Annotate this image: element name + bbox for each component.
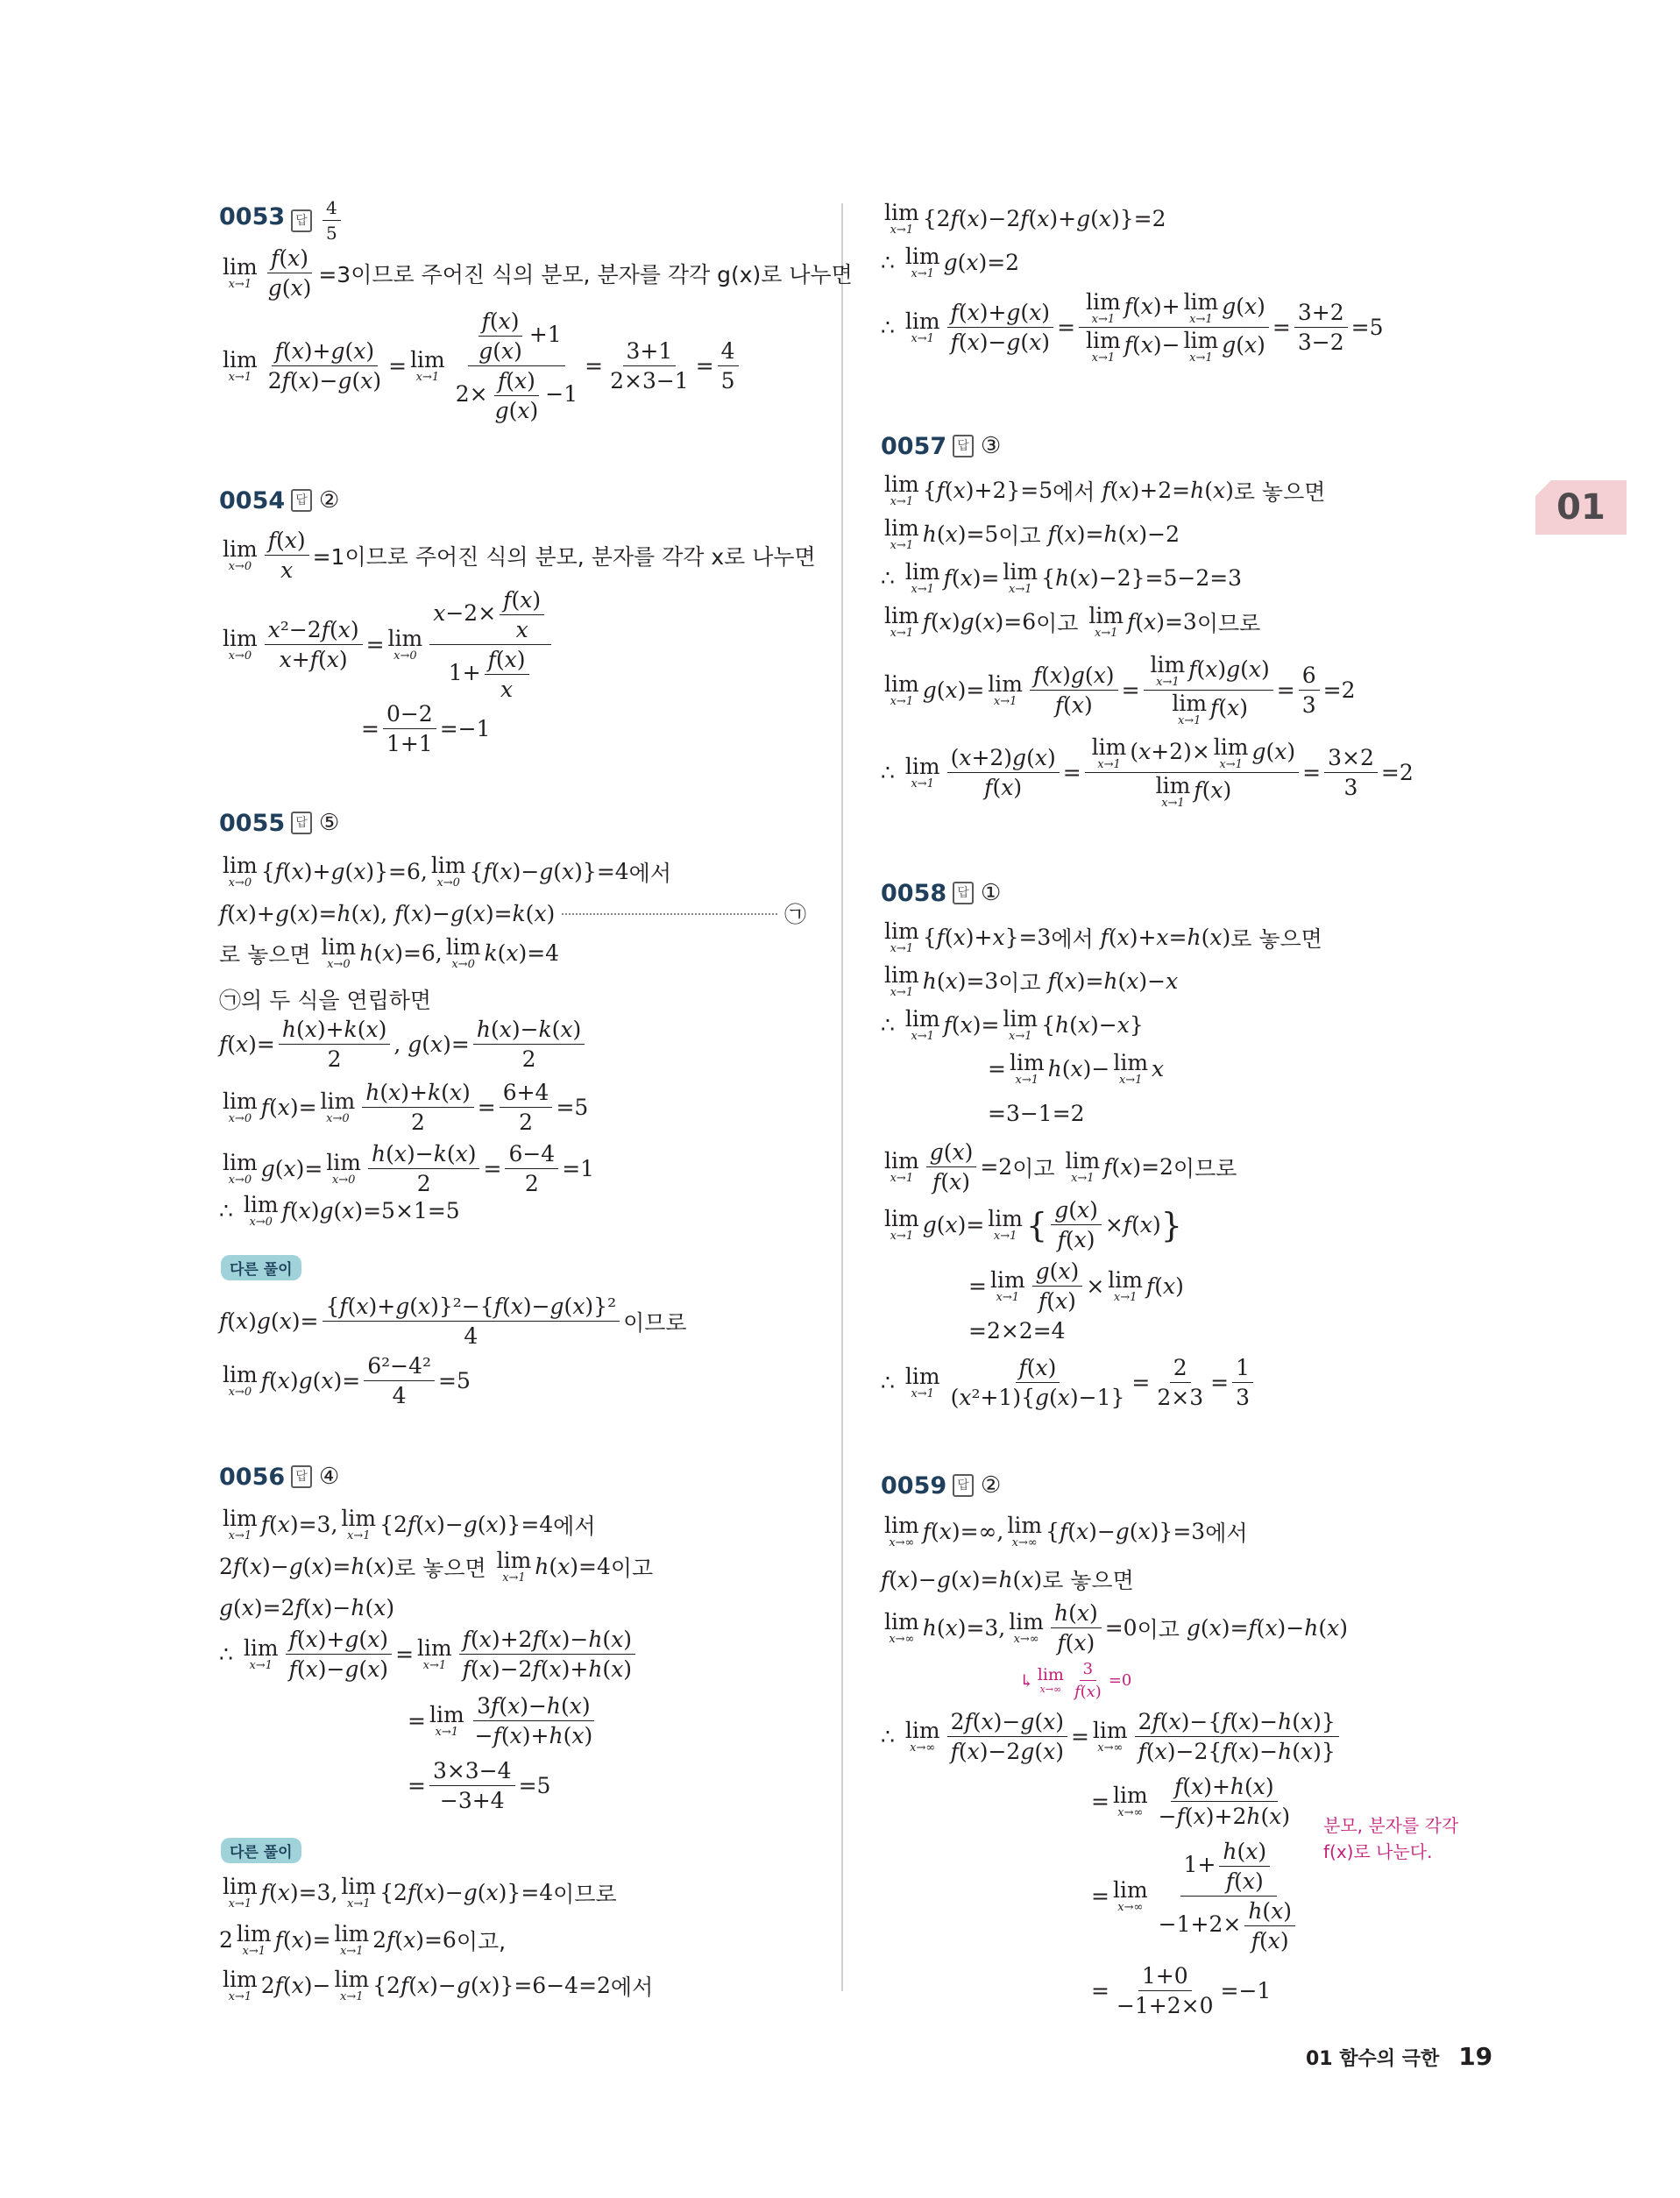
- solution-line-0058-5: =3−1=2: [988, 1101, 1085, 1126]
- alternative-solution-badge: 다른 풀이: [221, 1838, 301, 1863]
- solution-line-0056-6: = $\frac{3\times 3-4}{-3+4}$ =5: [408, 1758, 551, 1813]
- answer-0057: 답 ③: [953, 433, 1001, 459]
- answer-0058: 답 ①: [953, 880, 1001, 906]
- answer-mark-icon: 답: [291, 812, 312, 834]
- solution-line-0054-1: lim x→0 $\frac{f(x)}{x}$ =1이므로 주어진 식의 분모, 분자를 각각 x로 나누면: [223, 528, 816, 583]
- arrow-icon: ↳: [1019, 1670, 1034, 1691]
- answer-0056: 답 ④: [291, 1464, 339, 1490]
- solution-line-0056-2: 2 f ( x )− g ( x )= h ( x ) 로 놓으면 lim x→1 h ( x )=4 이고: [219, 1548, 654, 1585]
- solution-line-0058-9: =2×2=4: [968, 1318, 1066, 1344]
- column-divider: [841, 203, 843, 1991]
- solution-line-0054-3: = $\frac{0-2}{1+1}$ =−1: [361, 701, 491, 756]
- chapter-tab-corner: [1535, 480, 1551, 496]
- solution-line-0059-3: lim x→∞ h ( x )=3, lim x→∞ $\frac{h(x)}{f(x)}$ =0 이고 g ( x )= f ( x )− h ( x ): [884, 1600, 1348, 1656]
- side-note: 분모, 분자를 각각 f(x)로 나눈다.: [1323, 1815, 1459, 1862]
- solution-line-0055-2: f ( x )+ g ( x )= h ( x ), f ( x )− g ( x )= k ( x ) ㉠: [219, 900, 806, 927]
- solution-line-0057-2: lim x→1 h ( x )=5 이고 f ( x )= h ( x )−2: [884, 515, 1180, 552]
- solution-line-0057-5: lim x→1 g ( x )= lim x→1 $\frac{f(x)g(x)}{f(x)}$ = lim x→1 f(x)g(x) lim x→1 f(x) = $\frac{6}{3}$ =2: [884, 652, 1356, 727]
- problem-number-0053: 0053: [219, 203, 286, 230]
- solution-line-0055-4: ㉠의 두 식을 연립하면: [219, 988, 432, 1013]
- solution-line-0059-1: lim x→∞ f ( x )=∞, lim x→∞ { f ( x )− g ( x )}=3 에서: [884, 1513, 1248, 1549]
- solution-line-0055-8: ∴ lim x→0 f ( x ) g ( x )=5×1=5: [219, 1192, 460, 1229]
- solution-line-0054-2: lim x→0 $\frac{\text{x²−2f(x)}}{x+f(x)}$ = lim x→0 x−2× $\frac{f(x)}{x}$ 1+ $\frac{f(x)}{x}$: [219, 587, 555, 702]
- solution-line-0056-1: lim x→1 f ( x )=3, lim x→1 {2 f ( x )− g ( x )}=4 에서: [223, 1506, 596, 1542]
- answer-mark-icon: 답: [953, 882, 974, 904]
- solution-line-0055-7: lim x→0 g ( x )= lim x→0 $\frac{h(x)-k(x)}{2}$ = $\frac{6-4}{2}$ =1: [223, 1141, 595, 1196]
- solution-line-0057-1: lim x→1 { f ( x )+2}=5 에서 f ( x )+2= h ( x ) 로 놓으면: [884, 472, 1326, 508]
- solution-line-0053-2: lim x→1 $\frac{f(x)+g(x)}{2f(x)-g(x)}$ = lim x→1 $\frac{f(x)}{g(x)}$ +1 2× $\frac{f(x)}{g(x)}$ −1 = $\frac{3+1}{2\times 3-1}$ = $\frac{4}{5}$: [219, 308, 742, 423]
- answer-mark-icon: 답: [953, 435, 974, 457]
- solution-line-0056-alt1: lim x→1 f ( x )=3, lim x→1 {2 f ( x )− g ( x )}=4 이므로: [223, 1874, 617, 1911]
- answer-mark-icon: 답: [953, 1474, 974, 1497]
- solution-line-0056-alt2: 2 lim x→1 f ( x )= lim x→1 2 f ( x )=6 이고,: [219, 1921, 507, 1958]
- solution-line-0055-1: lim x→0 { f ( x )+ g ( x )}=6, lim x→0 { f ( x )− g ( x )}=4 에서: [223, 853, 671, 890]
- solution-line-0056-5: = lim x→1 $\frac{3f(x)-h(x)}{-f(x)+h(x)}$: [408, 1693, 593, 1748]
- solution-line-0059-5: = lim x→∞ $\frac{f(x)+h(x)}{-f(x)+2h(x)}$: [1091, 1774, 1291, 1829]
- chapter-title: 01 함수의 극한: [1306, 2048, 1440, 2070]
- solution-line-0056-r3: ∴ lim x→1 $\frac{f(x)+g(x)}{f(x)-g(x)}$ = lim x→1 f(x)+ lim x→1 g(x) lim x→1 f(x)− lim x→1 g(x) = $\frac{3+2}{3-2}$ =5: [881, 289, 1384, 365]
- solution-line-0056-r2: ∴ lim x→1 g ( x )=2: [881, 244, 1020, 280]
- answer-0053: [291, 197, 344, 244]
- solution-line-0059-4: ∴ lim x→∞ $\frac{2f(x)-g(x)}{f(x)-2g(x)}$ = lim x→∞ $\frac{2f(x)-\{f(x)-h(x)\}}{f(x)-2\{f(x)-h(x)\}}$: [881, 1709, 1343, 1764]
- solution-line-0058-10: ∴ lim x→1 $\frac{f(x)}{\text{(x²+1)\{g(x)−1\}}}$ = $\frac{2}{2\times 3}$ = $\frac{1}{3}$: [881, 1355, 1257, 1410]
- solution-line-0056-r1: lim x→1 {2 f ( x )−2 f ( x )+ g ( x )}=2: [884, 200, 1166, 237]
- solution-line-0057-4: lim x→1 f ( x ) g ( x )=6 이고 lim x→1 f ( x )=3 이므로: [884, 603, 1261, 640]
- page-footer: [1306, 2042, 1492, 2071]
- answer-mark-icon: 답: [291, 1465, 312, 1488]
- answer-0055: 답 ⑤: [291, 810, 339, 836]
- chapter-tab: 01: [1535, 480, 1627, 535]
- alternative-solution-badge: 다른 풀이: [221, 1255, 301, 1280]
- answer-0059: 답 ②: [953, 1472, 1001, 1499]
- solution-line-0056-3: g ( x )=2 f ( x )− h ( x ): [219, 1595, 395, 1620]
- solution-line-0058-3: ∴ lim x→1 f ( x )= lim x→1 { h ( x )− x }: [881, 1006, 1144, 1043]
- solution-line-0056-4: ∴ lim x→1 $\frac{f(x)+g(x)}{f(x)-g(x)}$ = lim x→1 $\frac{f(x)+2f(x)-h(x)}{f(x)-2f(x)+h(x)}$: [219, 1627, 639, 1682]
- solution-line-0058-6: lim x→1 $\frac{g(x)}{f(x)}$ =2 이고 lim x→1 f ( x )=2 이므로: [884, 1139, 1237, 1195]
- solution-line-0059-7: = $\frac{1+0}{-1+2\times 0}$ =−1: [1091, 1963, 1272, 2018]
- problem-number-0058: 0058: [881, 880, 947, 907]
- solution-line-0059-6: = lim x→∞ 1+ $\frac{h(x)}{f(x)}$ −1+2× $\frac{h(x)}{f(x)}$: [1091, 1839, 1306, 1953]
- solution-line-0055-alt2: lim x→0 f ( x ) g ( x )= $\frac{\text{6²−4²}}{4}$ =5: [223, 1353, 471, 1408]
- solution-line-0057-6: ∴ lim x→1 $\frac{(x+2)g(x)}{f(x)}$ = lim x→1 (x+2)× lim x→1 g(x) lim x→1 f(x) = $\frac{3\times 2}{3}$ =2: [881, 734, 1414, 810]
- solution-line-0055-alt1: f ( x ) g ( x )= $\frac{\text{\{f(x)+g(x)\}²−\{f(x)−g(x)\}²}}{4}$ 이므로: [219, 1294, 687, 1349]
- solution-line-0058-1: lim x→1 { f ( x )+ x }=3 에서 f ( x )+ x = h ( x ) 로 놓으면: [884, 918, 1322, 955]
- page-number: 19: [1458, 2042, 1493, 2071]
- solution-line-0055-5: f ( x )= $\frac{h(x)+k(x)}{2}$ , g ( x )= $\frac{h(x)-k(x)}{2}$: [219, 1017, 588, 1072]
- problem-number-0055: 0055: [219, 810, 286, 837]
- answer-0054: 답 ②: [291, 487, 339, 514]
- problem-number-0059: 0059: [881, 1472, 947, 1500]
- answer-mark-icon: 답: [291, 209, 312, 232]
- problem-number-0054: 0054: [219, 487, 286, 514]
- solution-line-0058-2: lim x→1 h ( x )=3 이고 f ( x )= h ( x )− x: [884, 962, 1179, 999]
- solution-line-0058-7: lim x→1 g ( x )= lim x→1 { $\frac{g(x)}{f(x)}$ × f ( x ) }: [884, 1197, 1182, 1252]
- answer-mark-icon: 답: [291, 489, 312, 512]
- solution-line-0059-2: f ( x )− g ( x )= h ( x ) 로 놓으면: [881, 1566, 1134, 1593]
- solution-line-0056-alt3: lim x→1 2 f ( x )− lim x→1 {2 f ( x )− g ( x )}=6−4=2 에서: [223, 1967, 654, 2003]
- hint-annotation: ↳ lim x→∞ $\frac{3}{f(x)}$ =0: [1019, 1660, 1132, 1701]
- solution-line-0058-8: = lim x→1 $\frac{g(x)}{f(x)}$ × lim x→1 f ( x ): [968, 1259, 1184, 1314]
- solution-line-0053-1: lim x→1 $\frac{f(x)}{g(x)}$ =3이므로 주어진 식의 분모, 분자를 각각 g(x)로 나누면: [223, 245, 853, 301]
- solution-line-0057-3: ∴ lim x→1 f ( x )= lim x→1 { h ( x )−2}=5−2=3: [881, 559, 1243, 596]
- solution-line-0055-6: lim x→0 f ( x )= lim x→0 $\frac{h(x)+k(x)}{2}$ = $\frac{6+4}{2}$ =5: [223, 1080, 589, 1135]
- problem-number-0056: 0056: [219, 1464, 286, 1491]
- answer-fraction: $\frac{4}{5}$: [323, 197, 341, 244]
- solution-line-0055-3: 로 놓으면 lim x→0 h ( x )=6, lim x→0 k ( x )=4: [219, 934, 560, 971]
- solution-line-0058-4: = lim x→1 h ( x )− lim x→1 x: [988, 1050, 1165, 1087]
- problem-number-0057: 0057: [881, 433, 947, 460]
